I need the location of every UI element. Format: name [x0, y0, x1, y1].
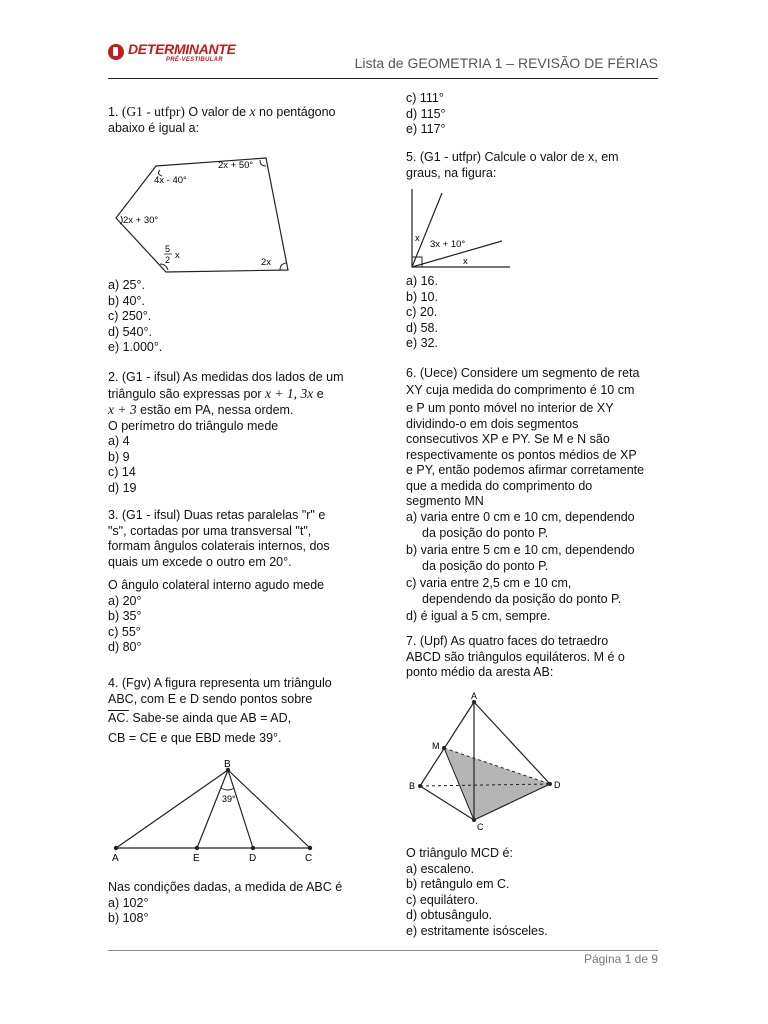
q1-option-c[interactable]: c) 250°.	[108, 309, 152, 323]
q4-option-a[interactable]: a) 102°	[108, 895, 149, 910]
logo-icon	[108, 44, 124, 60]
q2-line3: estão em PA, nessa ordem.	[140, 403, 294, 417]
q6-option-b-cont: da posição do ponto P.	[422, 559, 549, 573]
q5-line2: graus, na figura:	[406, 165, 497, 180]
label-4x-minus-40: 4x - 40°	[154, 175, 187, 186]
q6-line8: que a medida do comprimento do	[406, 478, 593, 493]
q1-options	[108, 278, 370, 356]
q3-option-c[interactable]: c) 55°	[108, 624, 141, 639]
label-x-upper: x	[415, 233, 420, 244]
document-title: Lista de GEOMETRIA 1 – REVISÃO DE FÉRIAS	[354, 55, 658, 71]
q1-text-c: abaixo é igual a:	[108, 120, 200, 135]
label-a: A	[471, 692, 478, 701]
q7-question-text: O triângulo MCD é:	[406, 846, 513, 860]
q1-variable: x	[249, 104, 256, 119]
question-1	[108, 104, 370, 136]
q3-option-d[interactable]: d) 80°	[108, 640, 142, 654]
question-4	[108, 676, 370, 746]
fraction-variable: x	[175, 250, 180, 261]
q3-line3: formam ângulos colaterais internos, dos	[108, 539, 330, 553]
q2-line1: 2. (G1 - ifsul) As medidas dos lados de um	[108, 370, 344, 384]
label-2x-plus-50: 2x + 50°	[218, 160, 254, 171]
q4-line3: Sabe-se ainda que AB = AD,	[132, 711, 292, 725]
q6-line4: dividindo-o em dois segmentos	[406, 416, 579, 431]
q6-option-c[interactable]: c) varia entre 2,5 cm e 10 cm,	[406, 575, 572, 590]
q7-line1: 7. (Upf) As quatro faces do tetraedro	[406, 634, 609, 648]
q4-segment-ac: AC.	[108, 711, 129, 725]
point-d	[251, 846, 255, 850]
label-39-degrees: 39°	[222, 794, 236, 804]
q3-option-a[interactable]: a) 20°	[108, 593, 142, 608]
q6-line9: segmento MN	[406, 494, 484, 508]
q5-options	[406, 274, 668, 352]
q4-line1: 4. (Fgv) A figura representa um triângulo	[108, 676, 332, 690]
label-d: D	[554, 780, 561, 790]
q6-line7: e PY, então podemos afirmar corretamente	[406, 463, 645, 477]
q4-question-text: Nas condições dadas, a medida de ABC é	[108, 880, 343, 894]
q3-line2: "s", cortadas por uma transversal "t",	[108, 523, 312, 538]
q1-option-b[interactable]: b) 40°.	[108, 293, 145, 308]
q6-option-b[interactable]: b) varia entre 5 cm e 10 cm, dependendo	[406, 542, 635, 557]
q4-question	[108, 880, 370, 927]
question-5	[406, 150, 668, 181]
angle-arc-bottom-right	[280, 263, 286, 270]
question-3	[108, 508, 370, 656]
header-divider	[108, 78, 658, 79]
q4-line2: ABC, com E e D sendo pontos sobre	[108, 691, 313, 706]
label-c: C	[477, 822, 484, 832]
q6-option-c-cont: dependendo da posição do ponto P.	[422, 592, 622, 606]
q1-number: 1.	[108, 105, 119, 119]
q5-option-b[interactable]: b) 10.	[406, 289, 438, 304]
label-b: B	[409, 781, 416, 791]
segment-be	[197, 770, 228, 848]
point-a	[114, 846, 118, 850]
q1-option-e[interactable]: e) 1.000°.	[108, 340, 163, 354]
q2-line2: triângulo são expressas por	[108, 386, 262, 401]
point-m	[442, 746, 446, 750]
fraction-denominator: 2	[165, 255, 171, 265]
point-e	[195, 846, 199, 850]
q4-line4b: D mede 39°.	[211, 730, 282, 745]
label-c: C	[305, 853, 313, 864]
q7-option-a[interactable]: a) escaleno.	[406, 861, 475, 876]
q3-line4: quais um excede o outro em 20°.	[108, 554, 292, 569]
q2-option-d[interactable]: d) 19	[108, 480, 137, 495]
q1-option-d[interactable]: d) 540°.	[108, 324, 152, 339]
label-3x-plus-10: 3x + 10°	[430, 239, 466, 250]
q1-pentagon-figure	[112, 150, 302, 275]
q4-options-continued	[406, 91, 668, 138]
vertex-d	[548, 782, 552, 786]
q2-option-a[interactable]: a) 4	[108, 434, 130, 448]
question-7	[406, 634, 668, 681]
q6-option-a[interactable]: a) varia entre 0 cm e 10 cm, dependendo	[406, 509, 635, 524]
q2-option-b[interactable]: b) 9	[108, 449, 130, 464]
q7-tetrahedron-figure	[406, 692, 566, 834]
q6-option-a-cont: da posição do ponto P.	[422, 526, 549, 540]
q6-line6: respectivamente os pontos médios de XP	[406, 447, 637, 462]
q7-line3: ponto médio da aresta AB:	[406, 665, 554, 679]
q4-option-d[interactable]: d) 115°	[406, 106, 446, 121]
q4-triangle-figure	[108, 758, 318, 866]
q1-source: (G1 - utfpr)	[121, 104, 185, 119]
q5-angle-figure	[406, 185, 516, 273]
vertex-b	[418, 784, 422, 788]
q4-option-c[interactable]: c) 111°	[406, 91, 444, 105]
brand-name: DETERMINANTE	[128, 41, 236, 57]
q3-line1: 3. (G1 - ifsul) Duas retas paralelas "r" e	[108, 508, 326, 522]
q2-option-c[interactable]: c) 14	[108, 465, 136, 479]
angle-arc-top-right	[260, 160, 266, 166]
q6-option-d[interactable]: d) é igual a 5 cm, sempre.	[406, 608, 551, 623]
q6-line3: e P um ponto móvel no interior de XY	[406, 401, 614, 415]
point-c	[308, 846, 312, 850]
q7-option-d[interactable]: d) obtusângulo.	[406, 908, 493, 922]
q1-text: O valor de	[188, 105, 247, 119]
q6-line2: XY cuja medida do comprimento é 10 cm	[406, 382, 635, 397]
q7-option-c[interactable]: c) equilátero.	[406, 892, 479, 907]
q7-question	[406, 846, 668, 939]
label-b: B	[224, 759, 231, 770]
q4-option-b[interactable]: b) 108°	[108, 911, 149, 925]
q2-and: e	[316, 386, 324, 401]
page-number: Página 1 de 9	[583, 952, 658, 966]
q2-expr1: x + 1,	[265, 385, 298, 401]
q4-line4a: CB = CE e que EB	[108, 730, 212, 745]
label-e: E	[193, 853, 200, 864]
q1-option-a[interactable]: a) 25°.	[108, 278, 145, 292]
label-a: A	[112, 853, 119, 864]
angle-ebd-arc	[221, 788, 234, 790]
q5-option-e[interactable]: e) 32.	[406, 336, 438, 350]
q2-line4: O perímetro do triângulo mede	[108, 418, 279, 433]
brand-subtitle: PRÉ-VESTIBULAR	[166, 57, 223, 63]
q3-option-b[interactable]: b) 35°	[108, 609, 142, 623]
footer-divider	[108, 950, 658, 951]
label-m: M	[432, 741, 440, 751]
question-6	[406, 366, 668, 624]
q2-expr3: x + 3	[108, 402, 137, 417]
q5-line1: 5. (G1 - utfpr) Calcule o valor de x, em	[406, 150, 619, 164]
brand-logo	[108, 42, 236, 72]
fraction-numerator: 5	[165, 244, 171, 254]
label-2x-plus-30: 2x + 30°	[123, 215, 159, 226]
oblique-ray-1	[412, 193, 442, 267]
label-2x: 2x	[261, 257, 272, 268]
q6-line5: consecutivos XP e PY. Se M e N são	[406, 432, 610, 446]
q4-option-e[interactable]: e) 117°	[406, 122, 446, 136]
q2-expr2: 3x	[300, 385, 314, 401]
q3-line5: O ângulo colateral interno agudo mede	[108, 578, 325, 592]
vertex-c	[472, 818, 476, 822]
q7-option-b[interactable]: b) retângulo em C.	[406, 877, 510, 891]
q7-line2: ABCD são triângulos equiláteros. M é o	[406, 649, 625, 664]
q5-option-a[interactable]: a) 16.	[406, 274, 438, 288]
q6-line1: 6. (Uece) Considere um segmento de reta	[406, 366, 640, 380]
q5-option-d[interactable]: d) 58.	[406, 320, 438, 335]
q7-option-e[interactable]: e) estritamente isósceles.	[406, 923, 548, 938]
label-d: D	[249, 853, 257, 864]
q5-option-c[interactable]: c) 20.	[406, 305, 438, 319]
q1-text-b: no pentágono	[259, 105, 336, 119]
segment-ab	[116, 770, 228, 848]
label-x-lower: x	[463, 256, 468, 267]
question-2	[108, 370, 370, 496]
